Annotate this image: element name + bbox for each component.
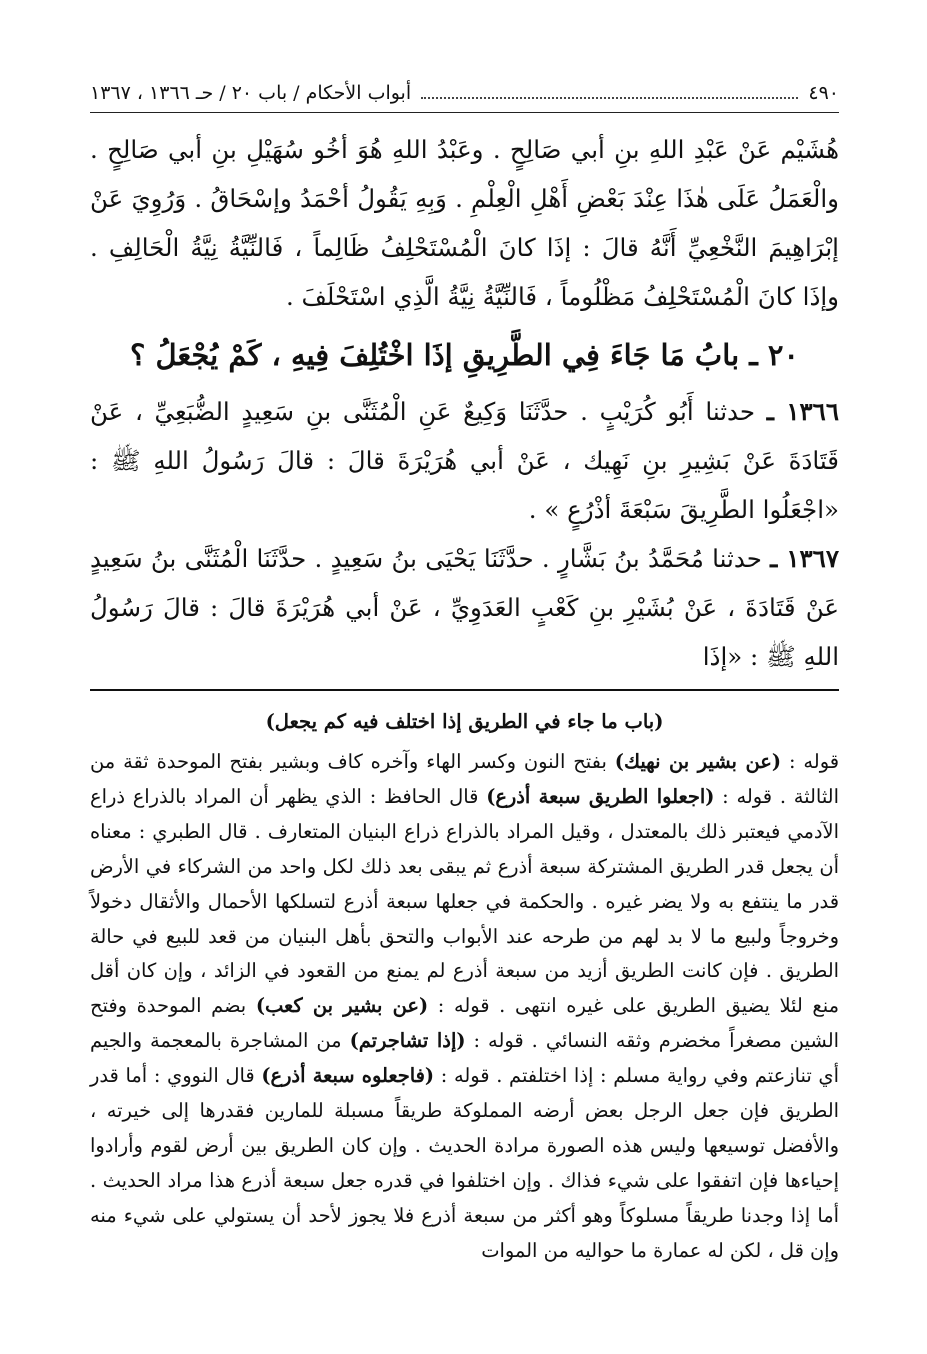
commentary-paragraph bbox=[90, 745, 839, 1269]
intro-paragraph: هُشَيْم عَنْ عَبْدِ اللهِ بنِ أبي صَالِحٍ . وعَبْدُ اللهِ هُوَ أخُو سُهَيْلِ بنِ أبي صَالِحٍ . والْعَمَلُ عَلَى هٰذَا عِنْدَ بَعْضِ أَهْلِ الْعِلْمِ . وَبِهِ يَقُولُ أحْمَدُ وإسْحَاقُ . وَرُوِيَ عَنْ إبْرَاهِيمَ النَّخْعِيِّ أَنَّهُ قالَ : إذَا كانَ الْمُسْتَحْلِفُ ظَالِماً ، فَالنِّيَّةُ نِيَّةُ الْحَالِفِ . وإذَا كانَ الْمُسْتَحْلِفُ مَظْلُوماً ، فَالنِّيَّةُ نِيَّةُ الَّذِي اسْتَحْلَفَ . bbox=[90, 135, 839, 311]
commentary-quote: (فاجعلوه سبعة أذرع) bbox=[261, 1064, 435, 1088]
commentary-text bbox=[90, 745, 839, 1269]
commentary-segment: بضم الموحدة وفتح الشين مصغراً مخضرم وثقه النسائي . قوله : bbox=[90, 994, 839, 1053]
commentary-quote: (عن بشير بن كعب) bbox=[255, 994, 429, 1018]
commentary-segment: بفتح النون وكسر الهاء وآخره كاف وبشير بفتح الموحدة ثقة من الثالثة . قوله : bbox=[90, 750, 839, 808]
chapter-title: ٢٠ ـ بابُ مَا جَاءَ فِي الطَّرِيقِ إذَا اخْتُلِفَ فِيهِ ، كَمْ يُجْعَلُ ؟ bbox=[129, 338, 799, 372]
hadith-1367 bbox=[90, 534, 839, 681]
running-header bbox=[90, 78, 839, 113]
commentary-segment: قوله : bbox=[781, 750, 840, 773]
commentary-quote: (اجعلوا الطريق سبعة أذرع) bbox=[486, 784, 715, 808]
main-text bbox=[90, 125, 839, 681]
hadith-1366-text: حدثنا أَبُو كُرَيْبٍ . حدَّثَنَا وَكِيعٌ عَنِ الْمُثَنَّى بنِ سَعِيدٍ الضُّبَعِيِّ ، عَنْ قَتَادَةَ عَنْ بَشِيرِ بنِ نَهِيك ، عَنْ أبي هُرَيْرَةَ قالَ : قالَ رَسُولُ اللهِ ﷺ : «اجْعَلُوا الطَّرِيقَ سَبْعَةَ أذْرُعٍ » . bbox=[90, 397, 839, 524]
commentary-segment: قال الحافظ : الذي يظهر أن المراد بالذراع ذراع الآدمي فيعتبر ذلك بالمعتدل ، وقيل المراد بالذراع ذراع البنيان المتعارف . قال الطبري : معناه أن يجعل قدر الطريق المشتركة سبعة أذرع ثم يبقى بعد ذلك لكل واحد من الشركاء في الأرض قدر ما ينتفع به ولا يضر غيره . والحكمة في جعلها سبعة أذرع لتسلكها الأحمال والأثقال دخولاً وخروجاً ولبيع ما لا بد لهم من طرحه عند الأبواب والتحق بأهل البنيان من قعد للبيع في حالة الطريق . فإن كانت الطريق أزيد من سبعة أذرع لم يمنع من القعود في الزائد ، وإن كان أقل منع لئلا يضيق الطريق على غيره انتهى . قوله : bbox=[90, 784, 839, 1018]
commentary-quote: (عن بشير بن نهيك) bbox=[614, 750, 781, 773]
hadith-1366-number: ١٣٦٦ ـ bbox=[766, 397, 839, 426]
commentary-segment: من المشاجرة بالمعجمة والجيم أي تنازعتم وفي رواية مسلم : إذا اختلفتم . قوله : bbox=[90, 1029, 839, 1088]
page-number: ٤٩٠ bbox=[808, 82, 839, 104]
commentary-title: (باب ما جاء في الطريق إذا اختلف فيه كم يجعل) bbox=[265, 710, 664, 733]
footnote-divider bbox=[90, 689, 839, 691]
hadith-1367-text: حدثنا مُحَمَّدُ بنُ بَشَّارٍ . حدَّثَنَا يَحْيَى بنُ سَعِيدٍ . حدَّثَنَا الْمُثَنَّى بنُ سَعِيدٍ عَنْ قَتَادَةَ ، عَنْ بُشَيْرِ بنِ كَعْبٍ العَدَوِيِّ ، عَنْ أبي هُرَيْرَةَ قالَ : قالَ رَسُولُ اللهِ ﷺ : «إذَا bbox=[90, 544, 839, 671]
hadith-1366 bbox=[90, 387, 839, 534]
running-title: أبواب الأحكام / باب ٢٠ / حـ ١٣٦٦ ، ١٣٦٧ bbox=[90, 82, 412, 104]
hadith-1367-number: ١٣٦٧ ـ bbox=[770, 544, 839, 573]
commentary-segment: قال النووي : أما قدر الطريق فإن جعل الرجل بعض أرضه المملوكة طريقاً مسبلة للمارين فقدرها إلى خيرته ، والأفضل توسيعها وليس هذه الصورة مرادة الحديث . وإن كان الطريق بين أرض لقوم وأرادوا إحياءها فإن اتفقوا على شيء فذاك . وإن اختلفوا في قدره جعل سبعة أذرع هذا مراد الحديث . أما إذا وجدنا طريقاً مسلوكاً وهو أكثر من سبعة أذرع فلا يجوز لأحد أن يستولي على شيء منه وإن قل ، لكن له عمارة ما حواليه من الموات bbox=[90, 1064, 839, 1262]
commentary-quote: (إذا تشاجرتم) bbox=[349, 1029, 466, 1053]
header-dot-leader bbox=[421, 97, 798, 99]
